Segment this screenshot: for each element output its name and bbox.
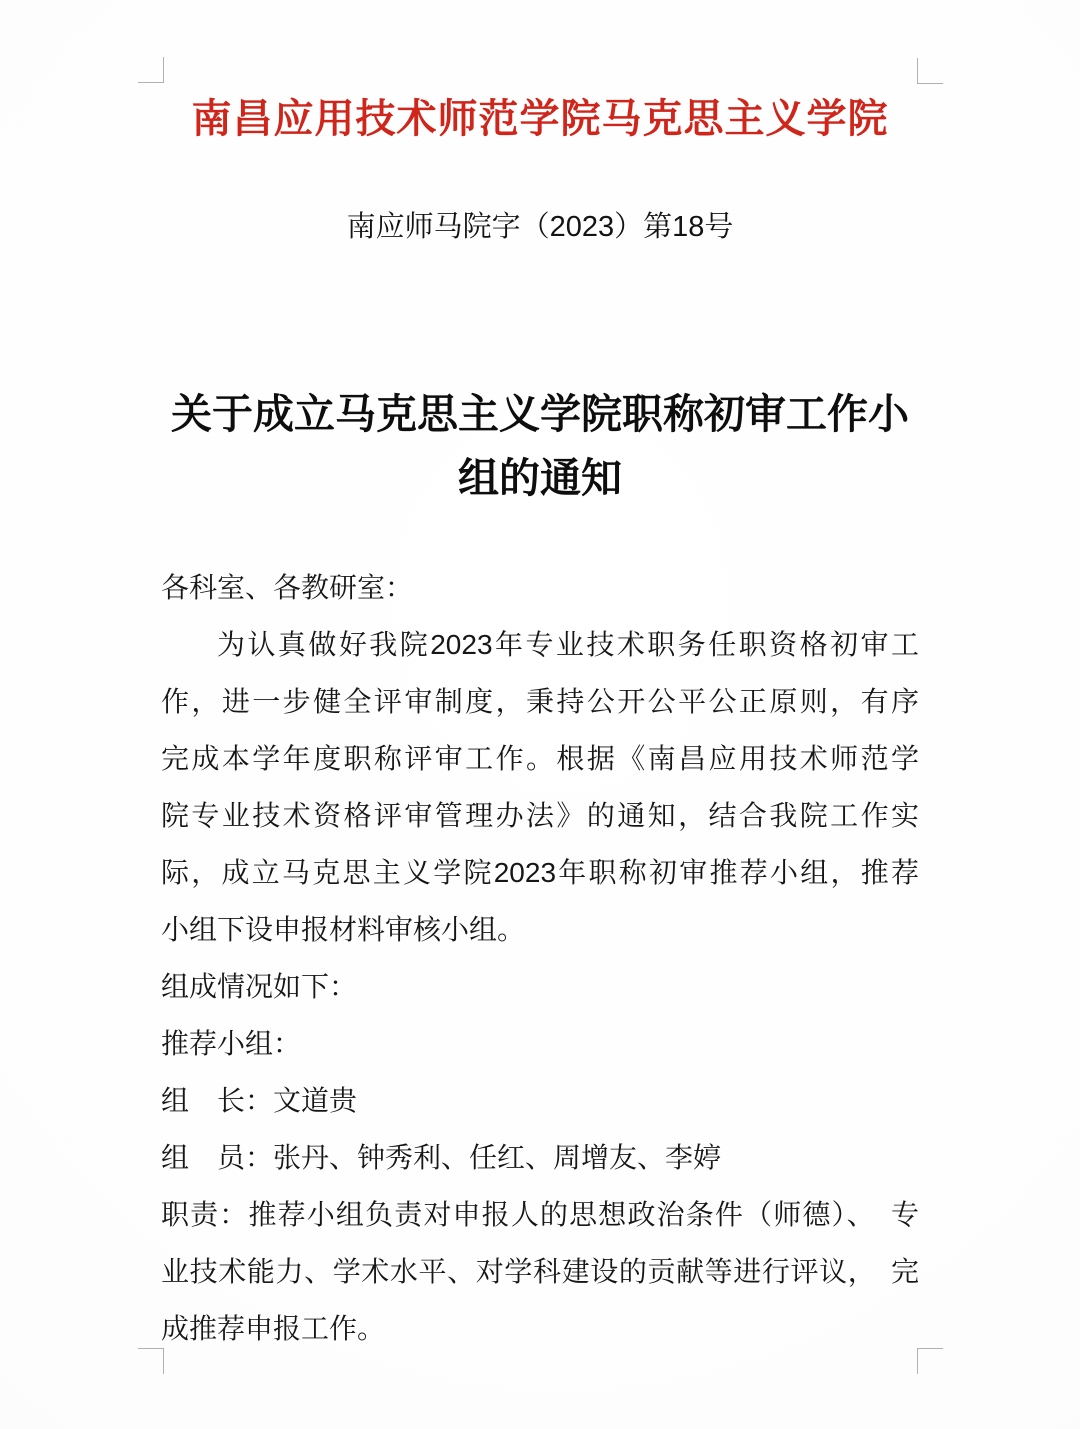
paragraph-line-5: 际，成立马克思主义学院2023年职称初审推荐小组，推荐 xyxy=(161,857,919,888)
paragraph-line-6: 小组下设申报材料审核小组。 xyxy=(161,914,526,945)
paragraph-line-4: 院专业技术资格评审管理办法》的通知，结合我院工作实 xyxy=(161,800,919,831)
institution-header: 南昌应用技术师范学院马克思主义学院 xyxy=(191,97,889,141)
duties-line-1: 职责：推荐小组负责对申报人的思想政治条件（师德）、 专 xyxy=(161,1199,919,1230)
crop-mark-bottom-right xyxy=(917,1348,943,1374)
paragraph-line-2: 作，进一步健全评审制度，秉持公开公平公正原则，有序 xyxy=(161,686,919,717)
notice-body xyxy=(161,559,919,1357)
notice-title-line1: 关于成立马克思主义学院职称初审工作小 xyxy=(171,391,909,437)
document-number: 南应师马院字（2023）第18号 xyxy=(346,211,734,243)
notice-title xyxy=(110,382,970,510)
duties-line-2: 业技术能力、学术水平、对学科建设的贡献等进行评议， 完 xyxy=(161,1256,919,1287)
crop-mark-top-right xyxy=(917,58,943,84)
group-leader-line: 组 长：文道贵 xyxy=(161,1085,358,1116)
paragraph-line-3: 完成本学年度职称评审工作。根据《南昌应用技术师范学 xyxy=(161,743,919,774)
salutation: 各科室、各教研室： xyxy=(161,572,414,603)
paragraph-line-1: 为认真做好我院2023年专业技术职务任职资格初审工 xyxy=(217,629,919,660)
crop-mark-top-left xyxy=(138,57,164,83)
notice-title-line2: 组的通知 xyxy=(458,455,622,501)
recommend-group-heading: 推荐小组： xyxy=(161,1028,302,1059)
group-members-line: 组 员：张丹、钟秀利、任红、周增友、李婷 xyxy=(161,1142,722,1173)
duties-line-3: 成推荐申报工作。 xyxy=(161,1313,386,1344)
composition-heading: 组成情况如下： xyxy=(161,971,358,1002)
